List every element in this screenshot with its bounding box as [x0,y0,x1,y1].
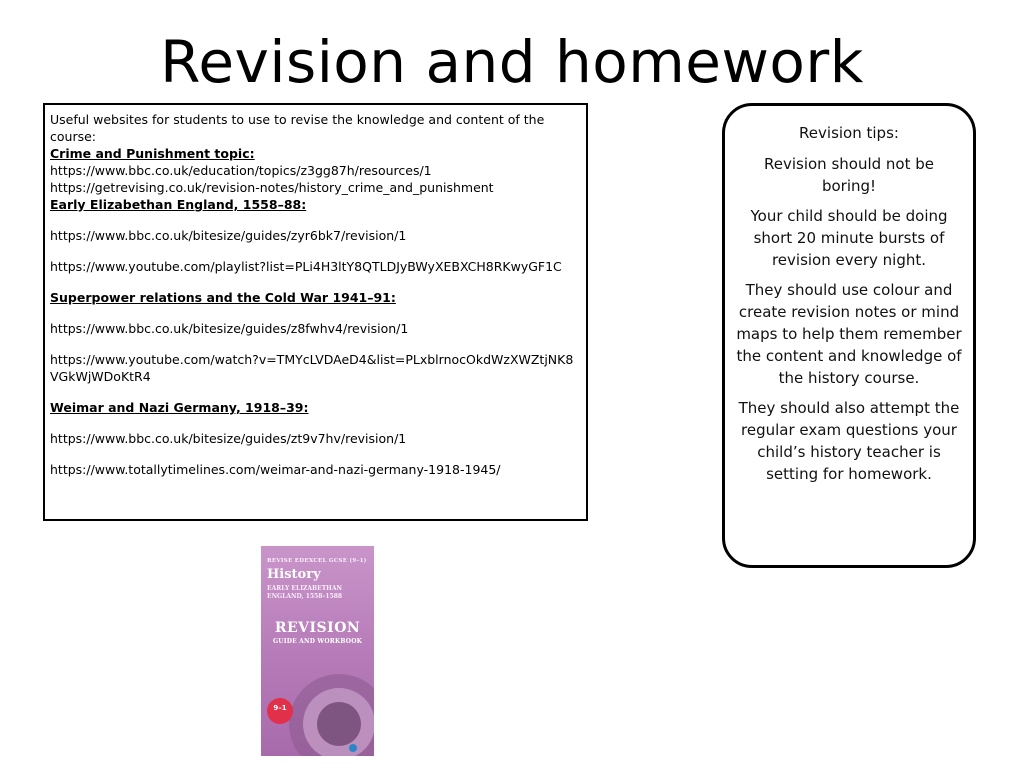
revision-tips-box [722,103,976,568]
useful-websites-box [43,103,588,521]
book-topic-line1: EARLY ELIZABETHAN [267,585,342,592]
book-topic-line2: ENGLAND, 1558–1588 [267,593,343,600]
link-elizabethan-bbc[interactable]: https://www.bbc.co.uk/bitesize/guides/zyr6bk7/revision/1 [50,228,407,243]
link-weimar-bbc[interactable]: https://www.bbc.co.uk/bitesize/guides/zt9v7hv/revision/1 [50,431,407,446]
grade-badge-label: 9–1 [273,704,287,712]
revision-guide-book-cover [261,546,374,756]
link-coldwar-youtube[interactable]: https://www.youtube.com/watch?v=TMYcLVDAeD4&list=PLxblrnocOkdWzXWZtjNK8VGkWjWDoKtR4 [50,352,574,384]
websites-intro: Useful websites for students to use to revise the knowledge and content of the course: [50,112,545,144]
section-heading-weimar: Weimar and Nazi Germany, 1918–39: [50,400,309,415]
tip-item: Your child should be doing short 20 minute bursts of revision every night. [750,207,948,269]
tips-title: Revision tips: [799,124,899,142]
book-topic [267,585,342,601]
link-coldwar-bbc[interactable]: https://www.bbc.co.uk/bitesize/guides/z8fwhv4/revision/1 [50,321,409,336]
book-guide-label: GUIDE AND WORKBOOK [272,638,363,645]
section-heading-cold-war: Superpower relations and the Cold War 1941–91: [50,290,396,305]
page-title: Revision and homework [160,28,864,96]
link-weimar-timelines[interactable]: https://www.totallytimelines.com/weimar-and-nazi-germany-1918-1945/ [50,462,501,477]
publisher-logo-icon [349,744,357,752]
section-heading-elizabethan: Early Elizabethan England, 1558–88: [50,197,307,212]
link-elizabethan-youtube[interactable]: https://www.youtube.com/playlist?list=PLi4H3ltY8QTLDJyBWyXEBXCH8RKwyGF1C [50,259,562,274]
tip-item: Revision should not be boring! [763,155,934,195]
book-series: REVISE EDEXCEL GCSE (9–1) [267,558,367,564]
book-subject: History [267,567,321,582]
tip-item: They should use colour and create revision notes or mind maps to help them remember the content and knowledge of the history course. [736,281,962,387]
link-crime-getrevising[interactable]: https://getrevising.co.uk/revision-notes/history_crime_and_punishment [50,180,494,195]
link-crime-bbc[interactable]: https://www.bbc.co.uk/education/topics/z3gg87h/resources/1 [50,163,432,178]
cover-dial-inner [317,702,361,746]
section-heading-crime-punishment: Crime and Punishment topic: [50,146,255,161]
book-revision-label: REVISION [274,620,361,636]
tip-item: They should also attempt the regular exam questions your child’s history teacher is setting for homework. [738,399,960,483]
